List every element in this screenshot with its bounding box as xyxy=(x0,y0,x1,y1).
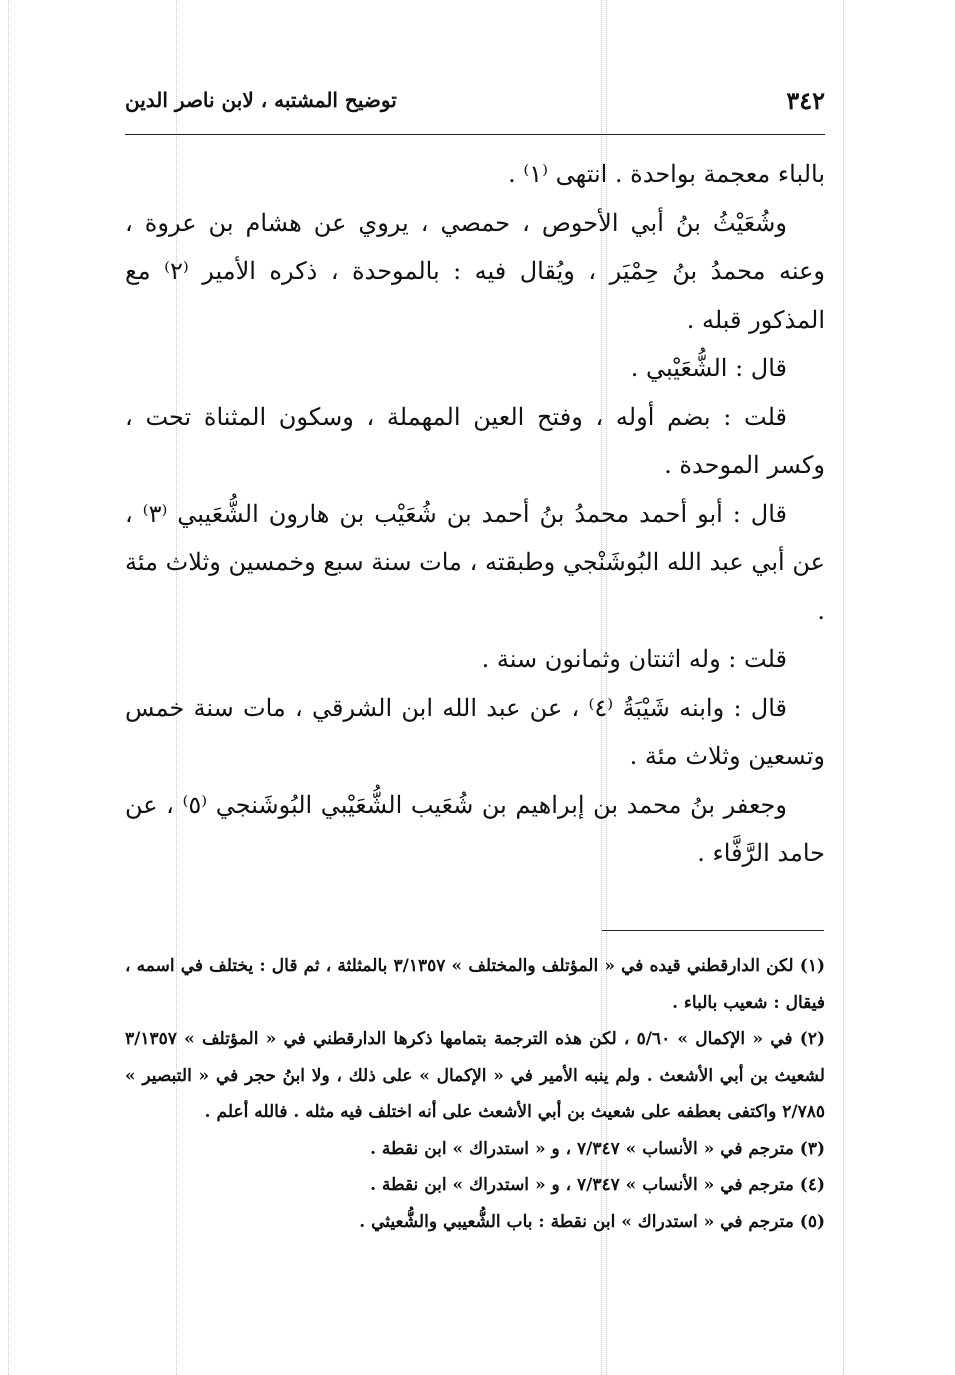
footnote: (٤) مترجم في « الأنساب » ٧/٣٤٧ ، و « استدراك » ابن نقطة . xyxy=(370,1175,825,1195)
scan-artifact-line xyxy=(843,0,844,1375)
footnotes xyxy=(125,948,825,1240)
paragraph: قلت : بضم أوله ، وفتح العين المهملة ، وسكون المثناة تحت ، وكسر الموحدة . xyxy=(125,402,825,479)
paragraph: قال : الشُّعَيْبي . xyxy=(630,354,787,382)
paragraph: وجعفر بنُ محمد بن إبراهيم بن شُعَيب الشُّعَيْبي البُوشَنجي ⁽٥⁾ ، عن حامد الرَّفَّاء . xyxy=(125,790,825,867)
header-divider xyxy=(125,134,825,135)
paragraph: قلت : وله اثنتان وثمانون سنة . xyxy=(481,645,787,673)
footnote: (١) لكن الدارقطني قيده في « المؤتلف والمختلف » ٣/١٣٥٧ بالمثلثة ، ثم قال : يختلف في اسمه ، فيقال : شعيب بالباء . xyxy=(125,956,825,1013)
running-title: توضيح المشتبه ، لابن ناصر الدين xyxy=(125,88,397,112)
page-number: ٣٤٢ xyxy=(786,86,825,115)
paragraph: قال : وابنه شَيْبَةُ ⁽٤⁾ ، عن عبد الله ابن الشرقي ، مات سنة خمس وتسعين وثلاث مئة . xyxy=(125,693,825,770)
paragraph: وشُعَيْثُ بنُ أبي الأحوص ، حمصي ، يروي عن هشام بن عروة ، وعنه محمدُ بنُ حِمْيَر ، ويُقال فيه : بالموحدة ، ذكره الأمير ⁽٢⁾ مع المذكور قبله . xyxy=(125,208,825,334)
paragraph: قال : أبو أحمد محمدُ بنُ أحمد بن شُعَيْب بن هارون الشُّعَيبي ⁽٣⁾ ، عن أبي عبد الله البُوشَنْجي وطبقته ، مات سنة سبع وخمسين وثلاث مئة . xyxy=(125,499,825,625)
footnote: (٥) مترجم في « استدراك » ابن نقطة : باب الشُّعيبي والشُّعيثي . xyxy=(359,1211,825,1232)
page-header xyxy=(125,82,825,122)
paragraph: بالباء معجمة بواحدة . انتهى ⁽١⁾ . xyxy=(508,160,825,188)
scan-artifact-line xyxy=(8,0,9,1375)
footnote: (٣) مترجم في « الأنساب » ٧/٣٤٧ ، و « استدراك » ابن نقطة . xyxy=(370,1138,825,1159)
footnote-divider xyxy=(602,930,824,931)
main-text xyxy=(125,150,825,878)
footnote: (٢) في « الإكمال » ٥/٦٠ ، لكن هذه الترجمة بتمامها ذكرها الدارقطني في « المؤتلف » ٣/١٣٥٧ لشعيث بن أبي الأشعث . ولم ينبه الأمير في « الإكمال » على ذلك ، ولا ابنُ حجر في « التبصير » ٢/٧٨٥ واكتفى بعطفه على شعيث بن أبي الأشعث على أنه اختلف فيه مثله . فالله أعلم . xyxy=(125,1029,825,1122)
